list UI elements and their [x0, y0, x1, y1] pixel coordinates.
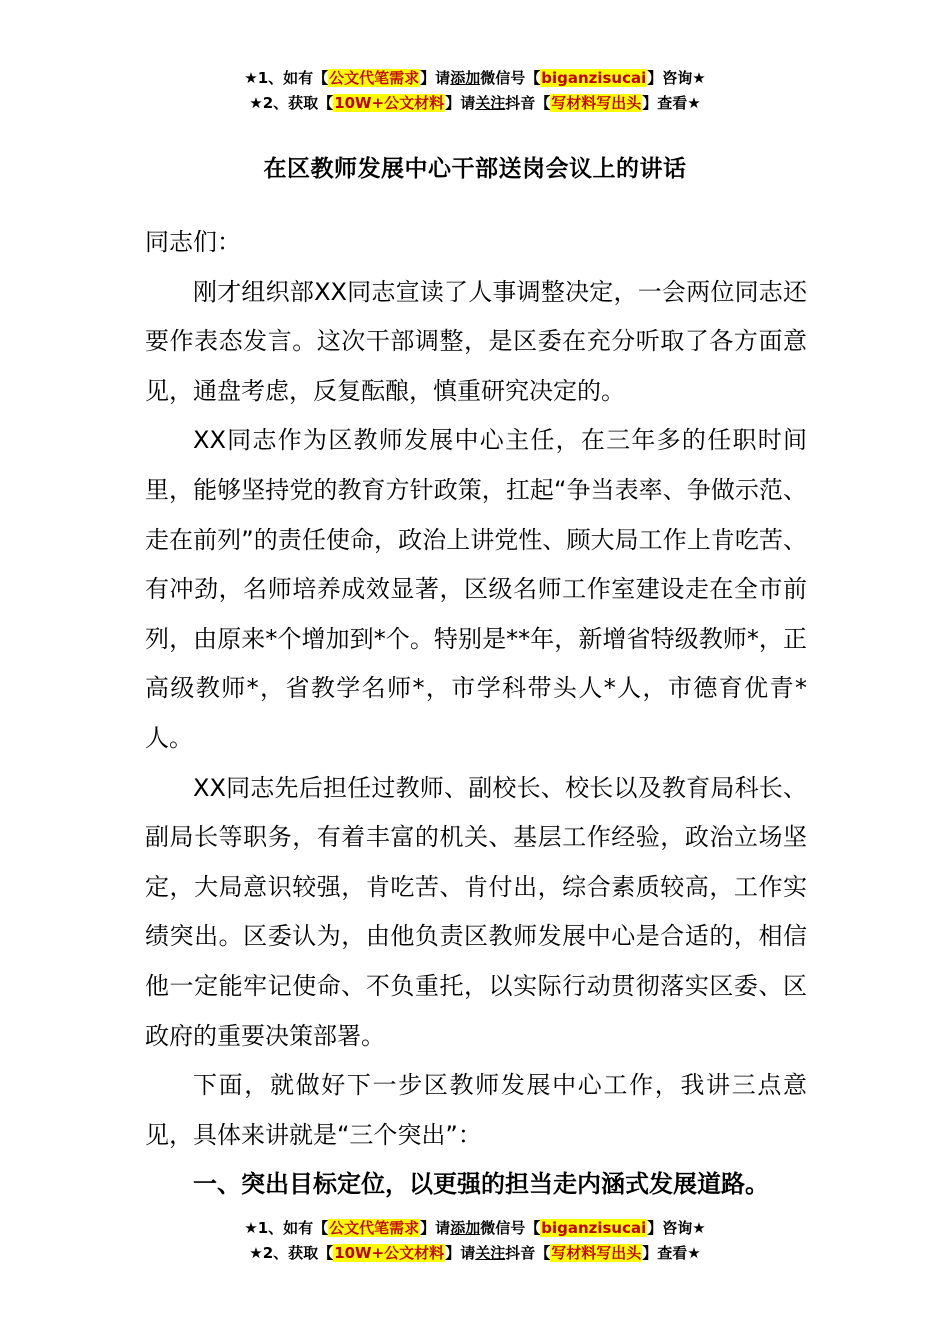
paragraph: XX同志作为区教师发展中心主任，在三年多的任职时间里，能够坚持党的教育方针政策，扛起“争当表率、争做示范、走在前列”的责任使命，政治上讲党性、顾大局工作上肯吃苦、有冲劲，名师培养成效显著，区级名师工作室建设走在全市前列，由原来*个增加到*个。特别是**年，新增省特级教师*，正高级教师*，省教学名师*，市学科带头人*人，市德育优青*人。	[145, 426, 807, 752]
promo-banner-bottom	[0, 1216, 950, 1266]
promo-highlight: 10W+公文材料	[334, 94, 445, 112]
promo-banner-top	[0, 66, 950, 116]
promo-text: 】查看★	[642, 94, 701, 112]
promo-text: ★1、如有【	[244, 69, 329, 87]
promo-highlight: 10W+公文材料	[334, 1244, 445, 1262]
salutation: 同志们：	[145, 228, 241, 256]
promo-text: 】请	[420, 1219, 451, 1237]
promo-underline: 关注	[475, 94, 506, 112]
document-title: 在区教师发展中心干部送岗会议上的讲话	[263, 156, 687, 182]
paragraph: XX同志先后担任过教师、副校长、校长以及教育局科长、副局长等职务，有着丰富的机关、基层工作经验，政治立场坚定，大局意识较强，肯吃苦、肯付出，综合素质较高，工作实绩突出。区委认为，由他负责区教师发展中心是合适的，相信他一定能牢记使命、不负重托，以实际行动贯彻落实区委、区政府的重要决策部署。	[145, 773, 807, 1050]
document-body	[145, 218, 807, 1210]
promo-underline: 关注	[475, 1244, 506, 1262]
promo-text: 】咨询★	[647, 1219, 706, 1237]
promo-highlight: 公文代笔需求	[329, 1219, 420, 1237]
promo-text: 】查看★	[642, 1244, 701, 1262]
wechat-id-highlight: biganzisucai	[541, 1219, 647, 1237]
promo-text: 微信号【	[480, 69, 541, 87]
promo-text: 】咨询★	[647, 69, 706, 87]
promo-text: 抖音【	[505, 1244, 551, 1262]
promo-text: ★1、如有【	[244, 1219, 329, 1237]
promo-highlight: 公文代笔需求	[329, 69, 420, 87]
promo-text: 】请	[445, 1244, 476, 1262]
promo-text: ★2、获取【	[249, 1244, 334, 1262]
douyin-id-highlight: 写材料写出头	[551, 1244, 642, 1262]
promo-text: 抖音【	[505, 94, 551, 112]
promo-text: 】请	[420, 69, 451, 87]
promo-underline: 添加	[450, 1219, 481, 1237]
promo-line-1	[0, 66, 950, 91]
promo-underline: 添加	[450, 69, 481, 87]
promo-text: ★2、获取【	[249, 94, 334, 112]
promo-line-2	[0, 91, 950, 116]
paragraph: 刚才组织部XX同志宣读了人事调整决定，一会两位同志还要作表态发言。这次干部调整，是区委在充分听取了各方面意见，通盘考虑，反复酝酿，慎重研究决定的。	[145, 277, 807, 405]
wechat-id-highlight: biganzisucai	[541, 69, 647, 87]
promo-line-1	[0, 1216, 950, 1241]
promo-text: 】请	[445, 94, 476, 112]
promo-text: 微信号【	[480, 1219, 541, 1237]
douyin-id-highlight: 写材料写出头	[551, 94, 642, 112]
promo-line-2	[0, 1241, 950, 1266]
paragraph: 下面，就做好下一步区教师发展中心工作，我讲三点意见，具体来讲就是“三个突出”：	[145, 1071, 807, 1149]
section-heading: 一、突出目标定位，以更强的担当走内涵式发展道路。	[193, 1170, 769, 1199]
